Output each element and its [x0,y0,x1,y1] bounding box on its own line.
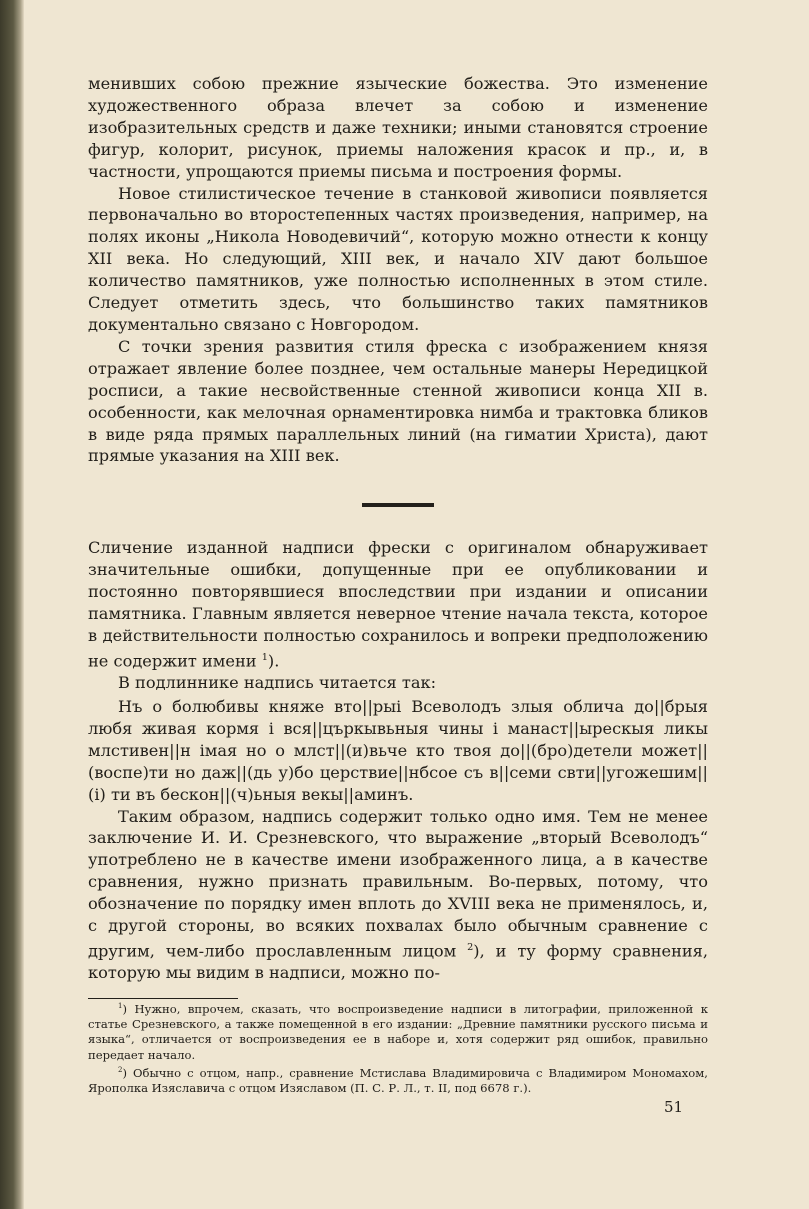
footnote-1: $^1$) Нужно, впрочем, сказать, что воспроизведение надписи в литографии, приложенной к статье Срезневского, а также помещенной в его издании: „Древние памятники русского письма и языка“, отличается от воспроизведения ее в наборе и, хотя содержит ряд ошибок, правильно передает начало. [88,1002,708,1062]
page-content [88,73,708,1173]
section-divider [362,503,434,507]
section-one [88,73,708,467]
page-number: 51 [664,1098,684,1116]
inscription-text: Нъ о болюбивы княже вто||рыі Всеволодъ злыя облича до||брыя любя живая кормя і вся||църкывьныя чины і манаст||ырескыя ликы млстивен||н імая но о млст||(и)вьче кто твоя до||(бро)детели может||(воспе)ти но даж||(дь у)бо церствие||нбсое съ в||семи свти||угожешим||(і) ти въ бескон||(ч)ьныя векы||аминъ. [88,697,708,804]
footnote-ref-2[interactable]: 2 [467,942,474,954]
paragraph-comparison: Сличение изданной надписи фрески с оригиналом обнаруживает значительные ошибки, допущенные при ее опубликовании и постоянно повторявшиеся впоследствии при издании и описании памятника. Главным является неверное чтение начала текста, которое в действительности полностью сохранилось и вопреки предположению не содержит имени $^1$). [88,538,708,671]
section-two [88,537,708,984]
paragraph-style-new: Новое стилистическое течение в станковой живописи появляется первоначально во второстепенных частях произведения, например, на полях иконы „Никола Новодевичий“, которую можно отнести к концу XII века. Но следующий, XIII век, и начало XIV дают большое количество памятников, уже полностью исполненных в этом стиле. Следует отметить здесь, что большинство таких памятников документально связано с Новгородом. [88,183,708,334]
footnotes [88,999,708,1096]
paragraph-conclusion: Таким образом, надпись содержит только одно имя. Тем не менее заключение И. И. Срезневского, что выражение „вторый Всеволодъ“ употреблено не в качестве имени изображенного лица, а в качестве сравнения, нужно признать правильным. Во-первых, потому, что обозначение по порядку имен вплоть до XVIII века не применялось, и, с другой стороны, во всяких похвалах было обычным сравнение с другим, чем-либо прославленным лицом $^2$), и ту форму сравнения, которую мы видим в надписи, можно по- [88,806,708,983]
book-binding-edge [0,0,24,1209]
footnote-2: $^2$) Обычно с отцом, напр., сравнение Мстислава Владимировича с Владимиром Мономахом, Ярополка Изяславича с отцом Изяславом (П. С. Р. Л., т. II, под 6678 г.). [88,1065,708,1095]
paragraph-dating: С точки зрения развития стиля фреска с изображением князя отражает явление более позднее, чем остальные манеры Нередицкой росписи, а такие несвойственные стенной живописи конца XII в. особенности, как мелочная орнаментировка нимба и трактовка бликов в виде ряда прямых параллельных линий (на гиматии Христа), дают прямые указания на XIII век. [88,336,708,466]
paragraph-continuation: менивших собою прежние языческие божества. Это изменение художественного образа влечет за собою и изменение изобразительных средств и даже техники; иными становятся строение фигур, колорит, рисунок, приемы наложения красок и пр., и, в частности, упрощаются приемы письма и построения формы. [88,74,708,181]
paragraph-inscription-intro: В подлиннике надпись читается так: [118,673,437,693]
footnote-ref-1[interactable]: 1 [261,651,268,663]
